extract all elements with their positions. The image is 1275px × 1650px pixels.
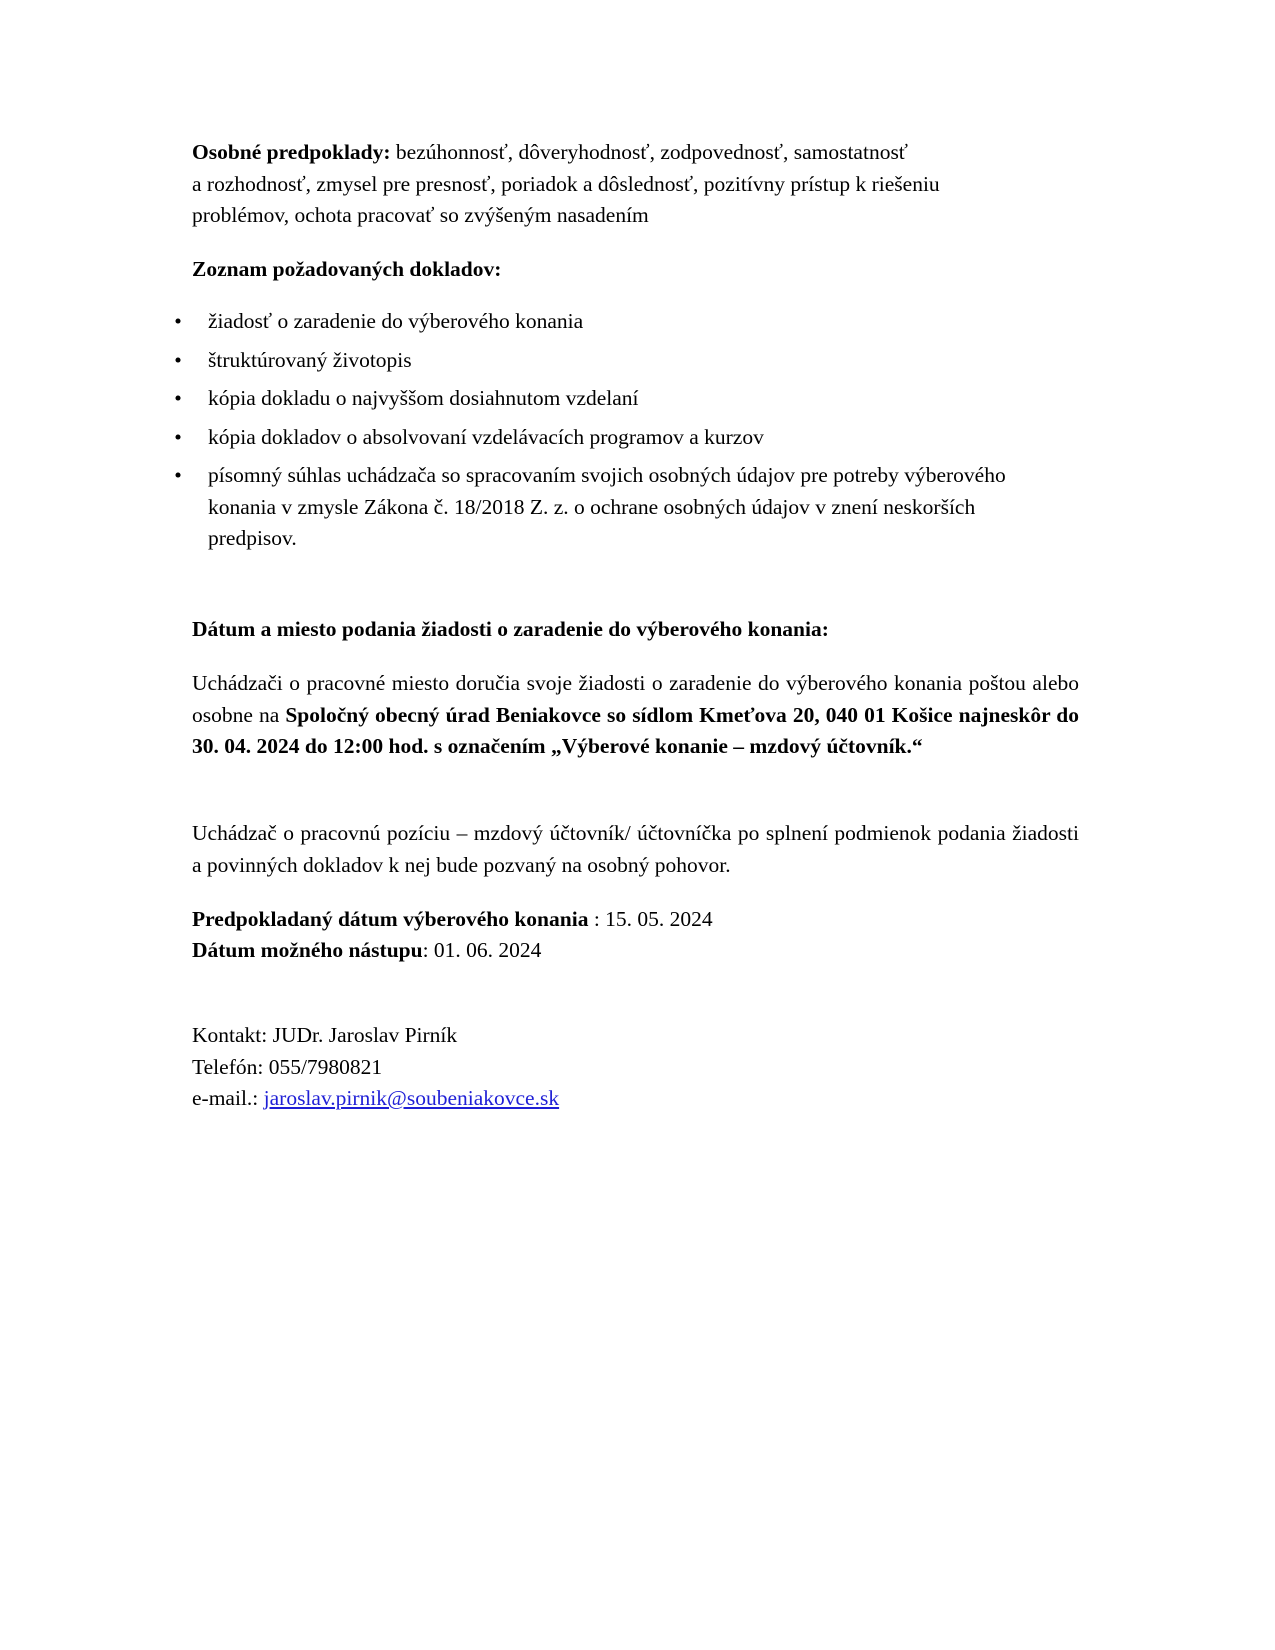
- contact-email-link[interactable]: jaroslav.pirnik@soubeniakovce.sk: [263, 1086, 560, 1110]
- list-item: [172, 422, 1079, 454]
- list-item-text: písomný súhlas uchádzača so spracovaním svojich osobných údajov pre potreby výberového konania v zmysle Zákona č. 18/2018 Z. z. o ochrane osobných údajov v znení neskorších predpisov.: [208, 463, 1006, 550]
- selection-date: [192, 904, 1079, 936]
- personal-requirements-section: [192, 137, 1079, 232]
- submission-intro: Uchádzači o pracovné miesto doručia svoje žiadosti o zaradenie do výberového konania poštou alebo osobne na: [192, 671, 1079, 727]
- start-date: [192, 935, 1079, 967]
- bullet-icon: •: [174, 347, 182, 372]
- start-date-value: : 01. 06. 2024: [422, 938, 542, 962]
- list-item: [172, 306, 1079, 338]
- list-item: [172, 460, 1079, 555]
- list-item: [172, 383, 1079, 415]
- contact-person: Kontakt: JUDr. Jaroslav Pirník: [192, 1023, 458, 1047]
- start-date-label: Dátum možného nástupu: [192, 938, 423, 962]
- contact-email-label: e-mail.:: [192, 1086, 264, 1110]
- submission-heading: Dátum a miesto podania žiadosti o zaradenie do výberového konania:: [192, 617, 829, 641]
- contact-email-line: [192, 1083, 1079, 1115]
- list-item-text: kópia dokladu o najvyššom dosiahnutom vzdelaní: [208, 386, 639, 410]
- list-item-text: štruktúrovaný životopis: [208, 347, 412, 372]
- bullet-icon: •: [174, 463, 182, 487]
- list-item-text: žiadosť o zaradenie do výberového konania: [208, 309, 584, 333]
- bullet-icon: •: [174, 309, 182, 333]
- documents-heading: Zoznam požadovaných dokladov:: [192, 257, 502, 281]
- contact-phone: Telefón: 055/7980821: [192, 1054, 383, 1079]
- personal-requirements-line-2: a rozhodnosť, zmysel pre presnosť, poriadok a dôslednosť, pozitívny prístup k riešeniu: [192, 171, 940, 196]
- interview-paragraph: Uchádzač o pracovnú pozíciu – mzdový účtovník/ účtovníčka po splnení podmienok podania žiadosti a povinných dokladov k nej bude pozvaný na osobný pohovor.: [192, 821, 1079, 877]
- selection-date-value: : 15. 05. 2024: [588, 907, 713, 931]
- personal-requirements-line-1: [192, 137, 1079, 169]
- documents-list: [172, 306, 1079, 562]
- submission-paragraph: [192, 668, 1079, 763]
- personal-requirements-label: Osobné predpoklady:: [192, 140, 391, 164]
- bullet-icon: •: [174, 424, 182, 449]
- contact-section: [192, 1020, 1079, 1115]
- personal-requirements-text: bezúhonnosť, dôveryhodnosť, zodpovednosť, samostatnosť: [390, 140, 908, 164]
- list-item: [172, 345, 1079, 377]
- list-item-text: kópia dokladov o absolvovaní vzdelávacích programov a kurzov: [208, 424, 764, 449]
- selection-date-label: Predpokladaný dátum výberového konania: [192, 907, 589, 931]
- personal-requirements-line-3: problémov, ochota pracovať so zvýšeným nasadením: [192, 203, 649, 227]
- submission-address-deadline: Spoločný obecný úrad Beniakovce so sídlom Kmeťova 20, 040 01 Košice najneskôr do 30. 04. 2024 do 12:00 hod. s označením „Výberové konanie – mzdový účtovník.“: [192, 702, 1079, 758]
- bullet-icon: •: [174, 386, 182, 410]
